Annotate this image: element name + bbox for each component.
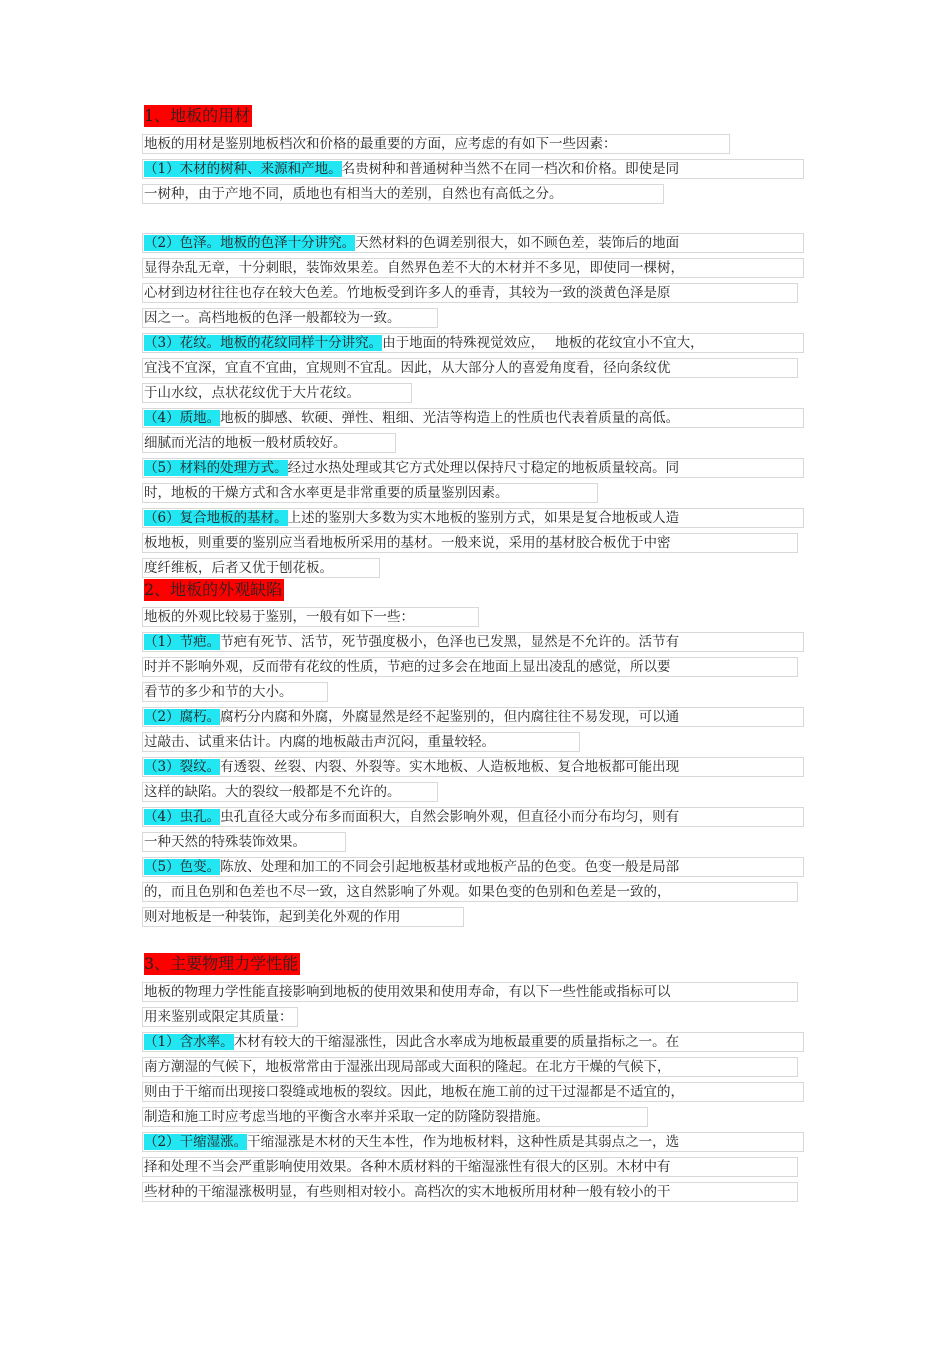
- paragraph-line: 制造和施工时应考虑当地的平衡含水率并采取一定的防隆防裂措施。: [144, 1109, 549, 1125]
- item-label: （1）节疤。: [144, 634, 221, 650]
- paragraph-line: 显得杂乱无章，十分刺眼，装饰效果差。自然界色差不大的木材并不多见，即使同一棵树，: [144, 260, 684, 276]
- paragraph-line: （5）材料的处理方式。经过水热处理或其它方式处理以保持尺寸稳定的地板质量较高。同: [144, 460, 680, 476]
- item-label: （4）质地。: [144, 410, 221, 426]
- paragraph-line: （4）质地。地板的脚感、软硬、弹性、粗细、光洁等构造上的性质也代表着质量的高低。: [144, 410, 680, 426]
- paragraph-line: 些材种的干缩湿涨极明显，有些则相对较小。高档次的实木地板所用材种一般有较小的干: [144, 1184, 671, 1200]
- item-label: （5）色变。: [144, 859, 221, 875]
- item-label: （6）复合地板的基材。: [144, 510, 288, 526]
- paragraph-line: 于山水纹，点状花纹优于大片花纹。: [144, 385, 360, 401]
- item-label: （5）材料的处理方式。: [144, 460, 288, 476]
- section-intro: 地板的外观比较易于鉴别，一般有如下一些：: [144, 609, 414, 625]
- paragraph-line: 细腻而光洁的地板一般材质较好。: [144, 435, 347, 451]
- paragraph-line: 南方潮湿的气候下，地板常常由于湿涨出现局部或大面积的隆起。在北方干燥的气候下，: [144, 1059, 671, 1075]
- item-label: （2）腐朽。: [144, 709, 221, 725]
- item-label: （1）木材的树种、来源和产地。: [144, 161, 342, 177]
- paragraph-line: 的，而且色别和色差也不尽一致，这自然影响了外观。如果色变的色别和色差是一致的，: [144, 884, 671, 900]
- item-label: （4）虫孔。: [144, 809, 221, 825]
- paragraph-line: 看节的多少和节的大小。: [144, 684, 293, 700]
- item-label: （2）干缩湿涨。: [144, 1134, 248, 1150]
- paragraph-line: 一树种，由于产地不同，质地也有相当大的差别，自然也有高低之分。: [144, 186, 563, 202]
- paragraph-line: 时，地板的干燥方式和含水率更是非常重要的质量鉴别因素。: [144, 485, 509, 501]
- paragraph-line: （6）复合地板的基材。上述的鉴别大多数为实木地板的鉴别方式，如果是复合地板或人造: [144, 510, 680, 526]
- paragraph-line: （1）含水率。木材有较大的干缩湿涨性，因此含水率成为地板最重要的质量指标之一。在: [144, 1034, 680, 1050]
- paragraph-line: 度纤维板，后者又优于刨花板。: [144, 560, 333, 576]
- paragraph-line: 则由于干缩而出现接口裂缝或地板的裂纹。因此，地板在施工前的过干过湿都是不适宜的，: [144, 1084, 684, 1100]
- item-label: （3）裂纹。: [144, 759, 221, 775]
- paragraph-line: （2）色泽。地板的色泽十分讲究。天然材料的色调差别很大，如不顾色差，装饰后的地面: [144, 235, 680, 251]
- paragraph-line: 心材到边材往往也存在较大色差。竹地板受到许多人的垂青，其较为一致的淡黄色泽是原: [144, 285, 671, 301]
- paragraph-line: 过敲击、试重来估计。内腐的地板敲击声沉闷，重量较轻。: [144, 734, 495, 750]
- paragraph-line: （4）虫孔。虫孔直径大或分布多而面积大，自然会影响外观，但直径小而分布均匀，则有: [144, 809, 680, 825]
- section-intro: 地板的用材是鉴别地板档次和价格的最重要的方面，应考虑的有如下一些因素：: [144, 136, 617, 152]
- section-heading-1: 1、地板的用材: [144, 106, 251, 125]
- section-intro: 用来鉴别或限定其质量：: [144, 1009, 293, 1025]
- paragraph-line: 则对地板是一种装饰，起到美化外观的作用: [144, 909, 401, 925]
- item-label: （2）色泽。地板的色泽十分讲究。: [144, 235, 356, 251]
- paragraph-line: 因之一。高档地板的色泽一般都较为一致。: [144, 310, 401, 326]
- paragraph-line: （3）花纹。地板的花纹同样十分讲究。由于地面的特殊视觉效应， 地板的花纹宜小不宜大，: [144, 335, 704, 351]
- paragraph-line: （1）木材的树种、来源和产地。名贵树种和普通树种当然不在同一档次和价格。即使是同: [144, 161, 680, 177]
- section-heading-2: 2、地板的外观缺陷: [144, 580, 283, 599]
- paragraph-line: （2）干缩湿涨。干缩湿涨是木材的天生本性，作为地板材料，这种性质是其弱点之一，选: [144, 1134, 680, 1150]
- paragraph-line: 宜浅不宜深，宜直不宜曲，宜规则不宜乱。因此，从大部分人的喜爱角度看，径向条纹优: [144, 360, 671, 376]
- section-heading-3: 3、主要物理力学性能: [144, 954, 299, 973]
- paragraph-line: 时并不影响外观，反而带有花纹的性质，节疤的过多会在地面上显出凌乱的感觉，所以要: [144, 659, 671, 675]
- paragraph-line: 择和处理不当会严重影响使用效果。各种木质材料的干缩湿涨性有很大的区别。木材中有: [144, 1159, 671, 1175]
- item-label: （3）花纹。地板的花纹同样十分讲究。: [144, 335, 383, 351]
- paragraph-line: （5）色变。陈放、处理和加工的不同会引起地板基材或地板产品的色变。色变一般是局部: [144, 859, 680, 875]
- section-intro: 地板的物理力学性能直接影响到地板的使用效果和使用寿命，有以下一些性能或指标可以: [144, 984, 671, 1000]
- paragraph-line: （3）裂纹。有透裂、丝裂、内裂、外裂等。实木地板、人造板地板、复合地板都可能出现: [144, 759, 680, 775]
- paragraph-line: 一种天然的特殊装饰效果。: [144, 834, 306, 850]
- item-label: （1）含水率。: [144, 1034, 234, 1050]
- paragraph-line: （2）腐朽。腐朽分内腐和外腐，外腐显然是经不起鉴别的，但内腐往往不易发现，可以通: [144, 709, 680, 725]
- paragraph-line: （1）节疤。节疤有死节、活节，死节强度极小，色泽也已发黑，显然是不允许的。活节有: [144, 634, 680, 650]
- paragraph-line: 板地板，则重要的鉴别应当看地板所采用的基材。一般来说，采用的基材胶合板优于中密: [144, 535, 671, 551]
- paragraph-line: 这样的缺陷。大的裂纹一般都是不允许的。: [144, 784, 401, 800]
